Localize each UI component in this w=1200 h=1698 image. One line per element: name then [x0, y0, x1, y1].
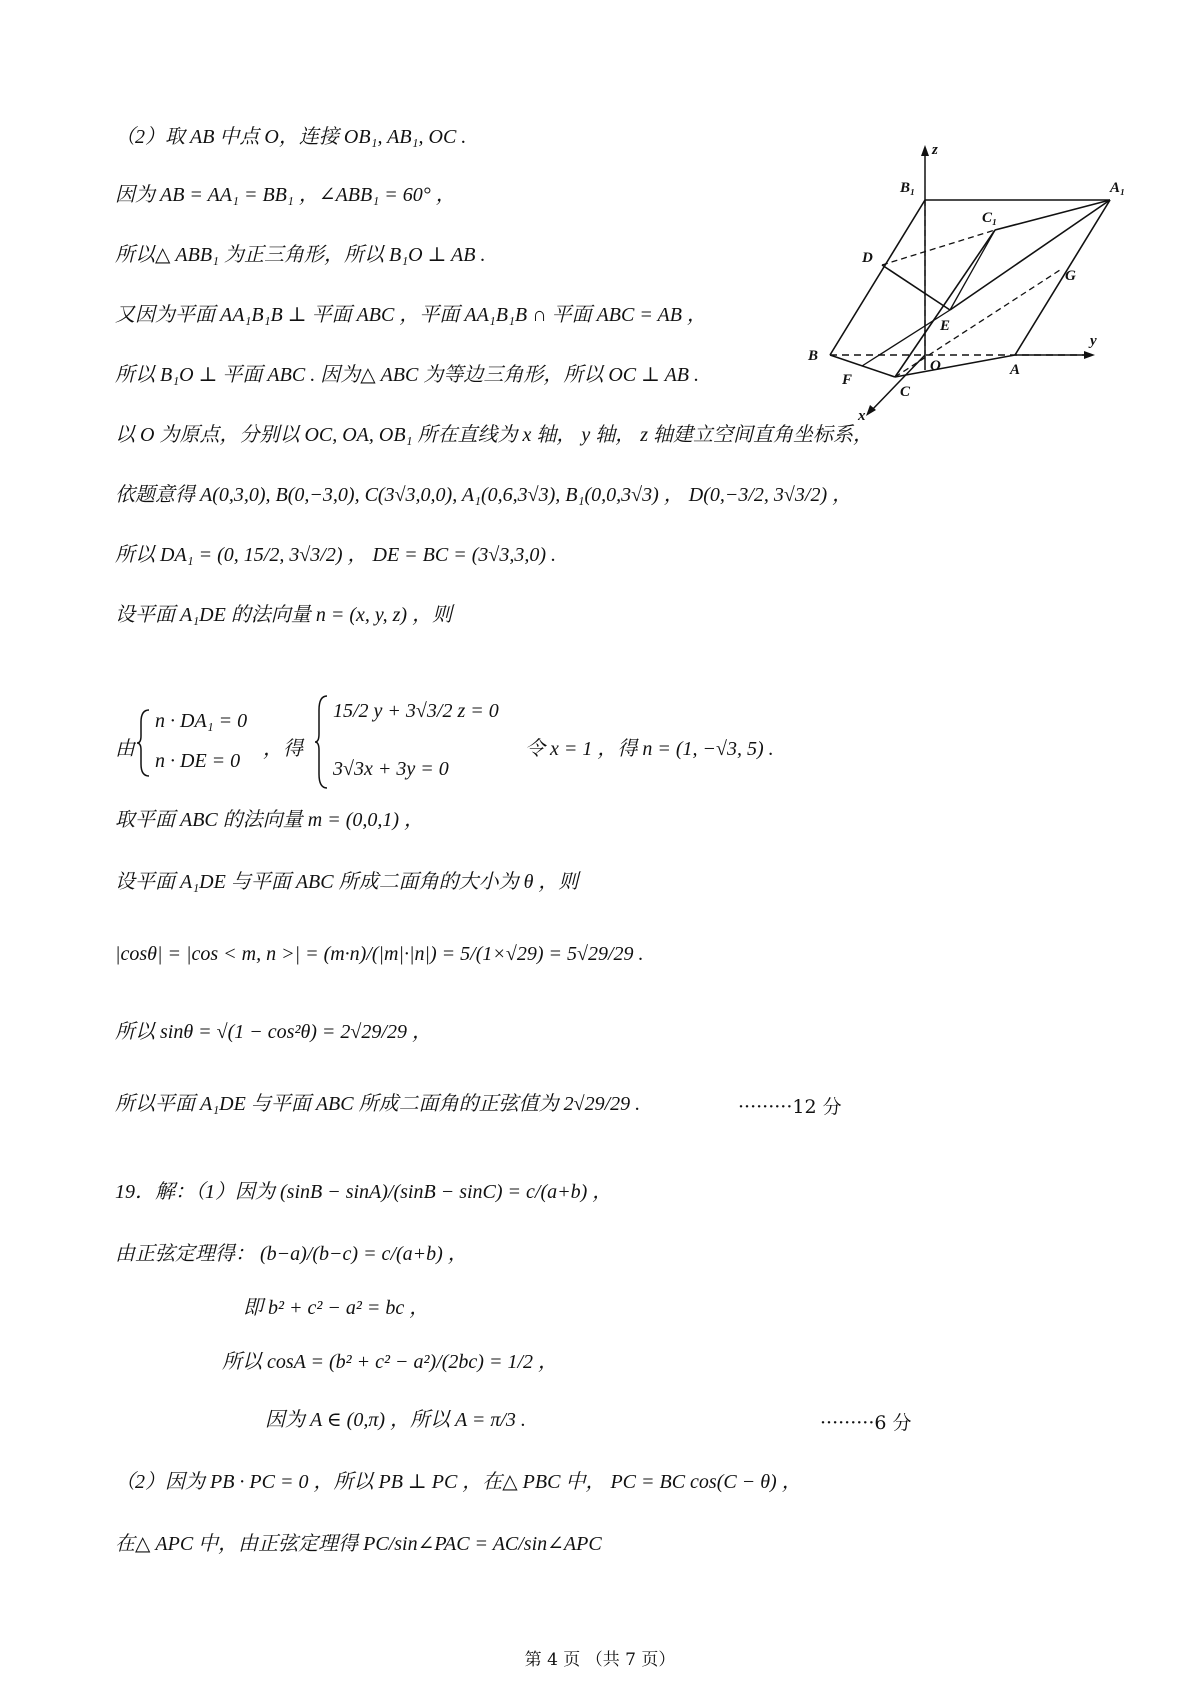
text-line-4: 又因为平面 AA₁B₁B ⊥ 平面 ABC ，平面 AA₁B₁B ∩ 平面 ABC = AB ， — [115, 304, 707, 326]
label-z: z — [932, 142, 938, 158]
label-C: C — [900, 384, 911, 400]
text-line-10: 取平面 ABC 的法向量 m = (0,0,1) ， — [115, 809, 425, 831]
label-G: G — [1065, 268, 1076, 284]
system-mid: ，得 — [263, 738, 303, 760]
equation-system — [115, 700, 815, 790]
system-eq2: n · DE = 0 — [155, 750, 241, 772]
system-eq3: 15/2 y + 3√3/2 z = 0 — [333, 700, 499, 722]
text-line-8: 所以 DA₁ = (0, 15/2, 3√3/2) ， DE = BC = (3√3,3,0) . — [115, 544, 557, 566]
label-A: A — [1010, 362, 1021, 378]
label-y: y — [1090, 333, 1097, 349]
score-12: ·········12 分 — [738, 1096, 842, 1118]
system-eq4: 3√3x + 3y = 0 — [333, 758, 449, 780]
left-brace-2 — [315, 694, 329, 790]
text-line-11: 设平面 A₁DE 与平面 ABC 所成二面角的大小为 θ ，则 — [115, 871, 579, 893]
text-line-12: |cosθ| = |cos < m, n >| = (m·n)/(|m|·|n|) = 5/(1×√29) = 5√29/29 . — [115, 943, 644, 965]
text-line-7: 依题意得 A(0,3,0), B(0,−3,0), C(3√3,0,0), A₁(0,6,3√3), B₁(0,0,3√3) ， D(0,−3/2, 3√3/2) ， — [115, 484, 853, 506]
label-D: D — [862, 250, 873, 266]
text-line-16: 由正弦定理得： (b−a)/(b−c) = c/(a+b) ， — [115, 1243, 468, 1265]
system-eq1: n · DA₁ = 0 — [155, 710, 248, 732]
prism-figure — [800, 140, 1126, 424]
text-line-3: 所以△ ABB₁ 为正三角形，所以 B₁O ⊥ AB . — [115, 244, 486, 266]
score-6: ·········6 分 — [820, 1412, 912, 1434]
system-tail: 令 x = 1 ，得 n = (1, −√3, 5) . — [525, 738, 774, 760]
text-line-20: （2）因为 PB · PC = 0 ，所以 PB ⊥ PC ，在△ PBC 中， PC = BC cos(C − θ) ， — [115, 1471, 802, 1493]
label-E: E — [940, 318, 951, 334]
label-B1: B₁ — [900, 180, 916, 196]
text-line-1: （2）取 AB 中点 O，连接 OB₁, AB₁, OC . — [115, 126, 467, 148]
text-line-17: 即 b² + c² − a² = bc ， — [243, 1297, 430, 1319]
label-C1: C₁ — [982, 210, 998, 226]
label-x: x — [858, 408, 866, 424]
text-line-6: 以 O 为原点，分别以 OC, OA, OB₁ 所在直线为 x 轴， y 轴， z 轴建立空间直角坐标系， — [115, 424, 874, 446]
text-line-5: 所以 B₁O ⊥ 平面 ABC . 因为△ ABC 为等边三角形，所以 OC ⊥ AB . — [115, 364, 700, 386]
text-line-13: 所以 sinθ = √(1 − cos²θ) = 2√29/29 ， — [115, 1021, 432, 1043]
text-line-14: 所以平面 A₁DE 与平面 ABC 所成二面角的正弦值为 2√29/29 . — [115, 1093, 641, 1115]
system-prefix: 由 — [115, 738, 135, 760]
text-line-15: 19．解：（1）因为 (sinB − sinA)/(sinB − sinC) = c/(a+b) ， — [115, 1181, 613, 1203]
label-B: B — [808, 348, 819, 364]
text-line-18: 所以 cosA = (b² + c² − a²)/(2bc) = 1/2 ， — [222, 1351, 558, 1373]
text-line-2: 因为 AB = AA₁ = BB₁ ，∠ABB₁ = 60° ， — [115, 184, 456, 206]
label-O: O — [930, 358, 941, 374]
text-line-19: 因为 A ∈ (0,π) ，所以 A = π/3 . — [265, 1409, 526, 1431]
text-line-21: 在△ APC 中，由正弦定理得 PC/sin∠PAC = AC/sin∠APC — [115, 1533, 602, 1555]
label-F: F — [842, 372, 853, 388]
left-brace-1 — [137, 708, 151, 778]
label-A1: A₁ — [1110, 180, 1126, 196]
text-line-9: 设平面 A₁DE 的法向量 n = (x, y, z) ，则 — [115, 604, 453, 626]
page-footer: 第 4 页 （共 7 页） — [524, 1650, 676, 1670]
